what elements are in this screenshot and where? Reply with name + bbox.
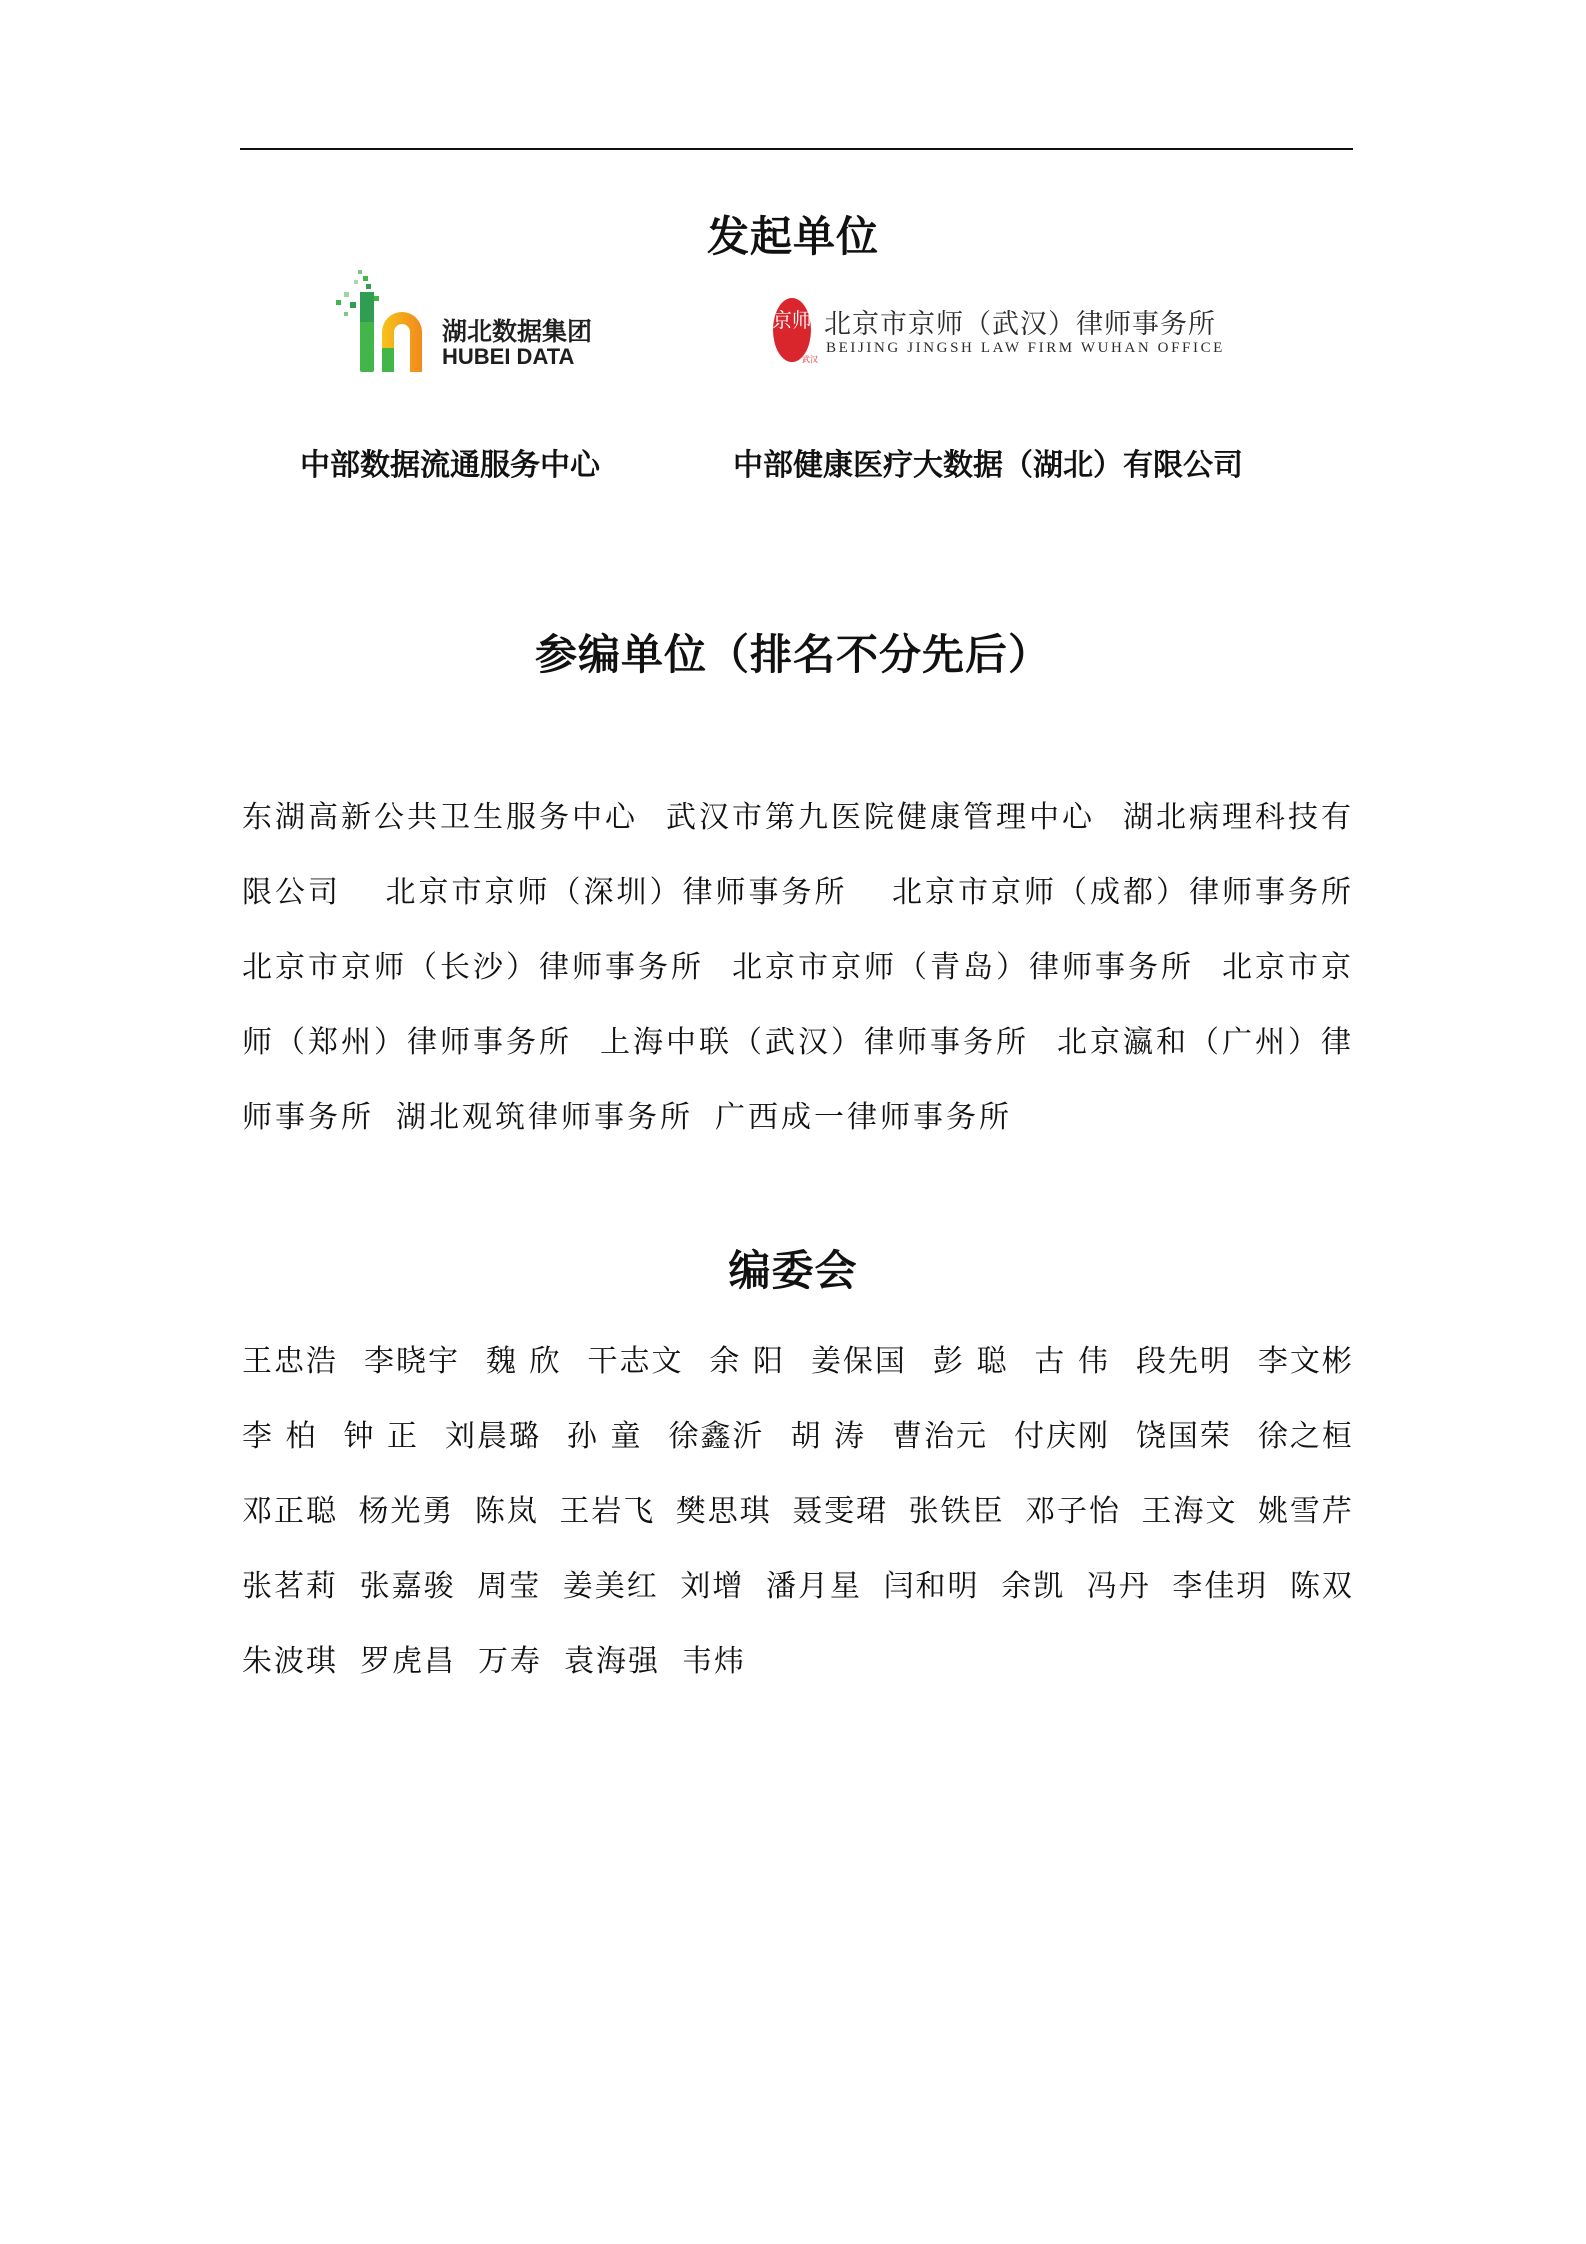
hubei-logo-en-text: HUBEI DATA [442, 344, 575, 369]
committee-member: 钟 正 [343, 1419, 420, 1454]
participant-org: 北京瀛和（广州）律 [1057, 1025, 1354, 1060]
committee-member: 付庆刚 [1013, 1419, 1110, 1454]
committee-member: 李佳玥 [1172, 1569, 1269, 1604]
committee-member-line [242, 1324, 1354, 1399]
committee-member: 彭 聪 [932, 1344, 1009, 1379]
committee-member: 李晓宇 [363, 1344, 460, 1379]
committee-member: 魏 欣 [485, 1344, 562, 1379]
committee-member: 李文彬 [1257, 1344, 1354, 1379]
committee-member: 徐之桓 [1257, 1419, 1354, 1454]
seal-char-1: 京师 [772, 308, 812, 332]
hubei-logo-cn-text: 湖北数据集团 [442, 317, 593, 346]
seal-small-text: 武汉 [802, 355, 818, 364]
committee-member: 潘月星 [765, 1569, 862, 1604]
committee-member: 闫和明 [883, 1569, 980, 1604]
committee-member: 王岩飞 [559, 1494, 656, 1529]
participant-org-line [242, 780, 1354, 855]
initiator-left-name: 中部数据流通服务中心 [300, 448, 600, 483]
committee-member: 袁海强 [564, 1644, 660, 1679]
committee-member: 樊思琪 [675, 1494, 772, 1529]
participant-org: 上海中联（武汉）律师事务所 [600, 1025, 1029, 1060]
participant-org: 北京市京师（深圳）律师事务所 [385, 875, 848, 910]
participant-org: 东湖高新公共卫生服务中心 [242, 800, 638, 835]
participant-org-line [242, 855, 1354, 930]
participant-org-line [242, 1005, 1354, 1080]
committee-member: 刘晨璐 [445, 1419, 542, 1454]
participant-org: 师（郑州）律师事务所 [242, 1025, 572, 1060]
hubei-data-logo [330, 268, 630, 380]
committee-member: 王海文 [1141, 1494, 1238, 1529]
participant-org: 师事务所 [242, 1100, 374, 1135]
committee-member: 徐鑫沂 [668, 1419, 765, 1454]
participant-org: 北京市京师（成都）律师事务所 [892, 875, 1354, 910]
participant-org: 湖北观筑律师事务所 [396, 1100, 693, 1135]
committee-member: 孙 童 [567, 1419, 643, 1454]
committee-member: 饶国荣 [1135, 1419, 1232, 1454]
committee-member: 万寿 [478, 1644, 542, 1679]
participant-org: 武汉市第九医院健康管理中心 [666, 800, 1095, 835]
committee-member-line [242, 1474, 1354, 1549]
jingsh-seal-icon [770, 296, 820, 366]
committee-member: 王忠浩 [242, 1344, 338, 1379]
committee-member: 干志文 [587, 1344, 684, 1379]
initiator-right-name: 中部健康医疗大数据（湖北）有限公司 [733, 448, 1243, 483]
participant-org: 湖北病理科技有 [1123, 800, 1354, 835]
committee-member: 曹治元 [892, 1419, 988, 1454]
committee-heading: 编委会 [728, 1246, 858, 1295]
committee-member: 朱波琪 [242, 1644, 338, 1679]
hubei-data-mark-icon [330, 268, 440, 380]
committee-member: 余 阳 [709, 1344, 785, 1379]
committee-member: 段先明 [1135, 1344, 1232, 1379]
participant-org-line [242, 930, 1354, 1005]
committee-member: 韦炜 [682, 1644, 746, 1679]
committee-member: 冯丹 [1086, 1569, 1151, 1604]
participant-org: 广西成一律师事务所 [715, 1100, 1012, 1135]
committee-list [242, 1324, 1354, 1699]
top-rule [240, 148, 1353, 150]
committee-member: 张嘉骏 [359, 1569, 456, 1604]
initiators-heading: 发起单位 [706, 212, 879, 261]
committee-member: 张茗莉 [242, 1569, 338, 1604]
committee-member: 杨光勇 [358, 1494, 455, 1529]
jingsh-logo-cn-text: 北京市京师（武汉）律师事务所 [824, 309, 1216, 340]
committee-member: 罗虎昌 [360, 1644, 456, 1679]
participant-org: 北京市京师（长沙）律师事务所 [242, 950, 704, 985]
committee-member: 胡 涛 [790, 1419, 867, 1454]
committee-member-line [242, 1549, 1354, 1624]
committee-member: 姚雪芹 [1257, 1494, 1354, 1529]
committee-member: 李 柏 [242, 1419, 318, 1454]
participants-heading: 参编单位（排名不分先后） [534, 630, 1051, 679]
participant-org: 北京市京师（青岛）律师事务所 [732, 950, 1194, 985]
participant-org-line [242, 1080, 1354, 1155]
committee-member: 陈岚 [474, 1494, 539, 1529]
committee-member: 姜保国 [810, 1344, 907, 1379]
participant-org: 限公司 [242, 875, 341, 910]
committee-member: 周莹 [477, 1569, 542, 1604]
committee-member: 邓正聪 [242, 1494, 338, 1529]
committee-member: 姜美红 [562, 1569, 659, 1604]
committee-member-line [242, 1624, 1354, 1699]
participants-list [242, 780, 1354, 1155]
committee-member: 聂雯珺 [792, 1494, 889, 1529]
committee-member: 刘增 [680, 1569, 745, 1604]
committee-member-line [242, 1399, 1354, 1474]
committee-member: 余凯 [1001, 1569, 1066, 1604]
committee-member: 张铁臣 [908, 1494, 1005, 1529]
jingsh-law-firm-logo [770, 296, 1260, 366]
committee-member: 邓子怡 [1025, 1494, 1122, 1529]
jingsh-logo-en-text: BEIJING JINGSH LAW FIRM WUHAN OFFICE [826, 340, 1225, 356]
committee-member: 古 伟 [1034, 1344, 1110, 1379]
committee-member: 陈双 [1289, 1569, 1354, 1604]
participant-org: 北京市京 [1222, 950, 1354, 985]
